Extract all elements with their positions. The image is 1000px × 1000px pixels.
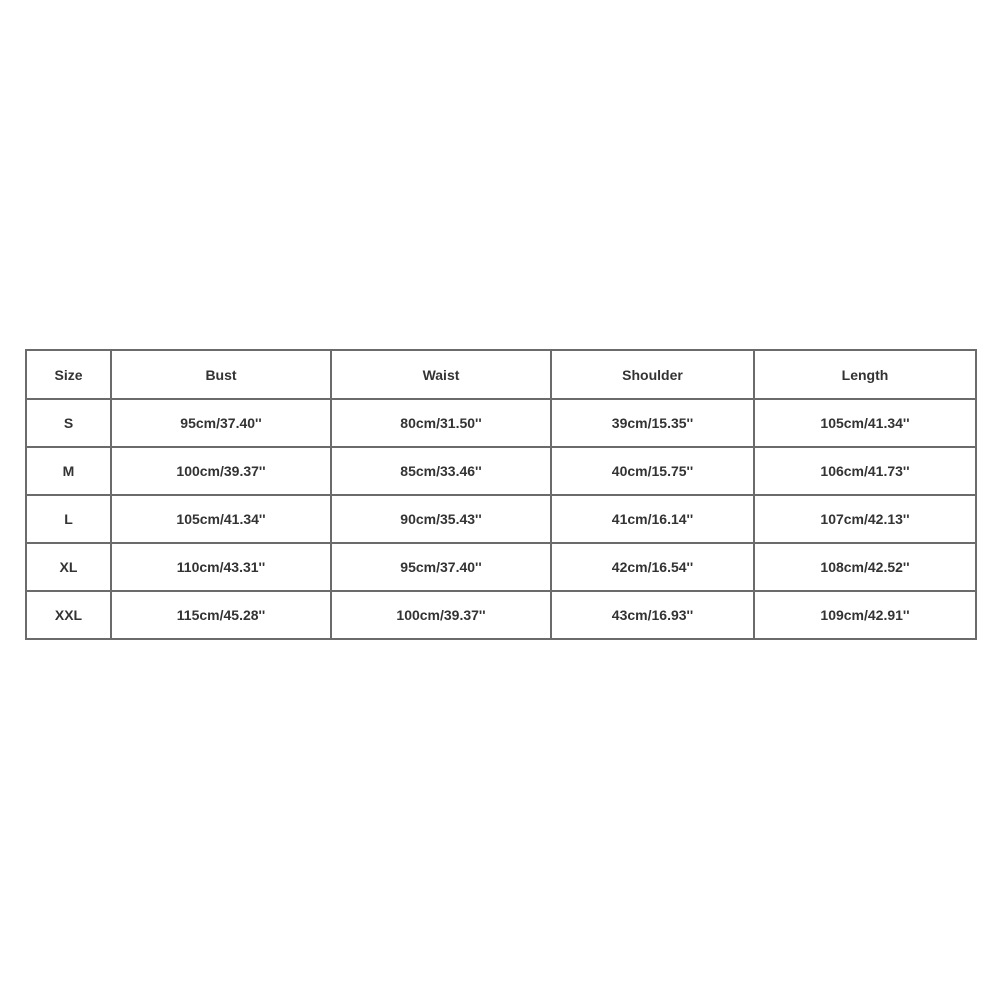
shoulder-cell: 39cm/15.35'' — [551, 399, 754, 447]
header-shoulder: Shoulder — [551, 350, 754, 399]
shoulder-cell: 43cm/16.93'' — [551, 591, 754, 639]
waist-cell: 100cm/39.37'' — [331, 591, 551, 639]
length-cell: 109cm/42.91'' — [754, 591, 976, 639]
header-waist: Waist — [331, 350, 551, 399]
table-header-row — [26, 350, 976, 399]
header-bust: Bust — [111, 350, 331, 399]
bust-cell: 110cm/43.31'' — [111, 543, 331, 591]
table-row — [26, 399, 976, 447]
size-cell: XL — [26, 543, 111, 591]
bust-cell: 100cm/39.37'' — [111, 447, 331, 495]
waist-cell: 85cm/33.46'' — [331, 447, 551, 495]
size-chart-table — [25, 349, 977, 640]
size-cell: XXL — [26, 591, 111, 639]
length-cell: 107cm/42.13'' — [754, 495, 976, 543]
length-cell: 108cm/42.52'' — [754, 543, 976, 591]
bust-cell: 95cm/37.40'' — [111, 399, 331, 447]
waist-cell: 95cm/37.40'' — [331, 543, 551, 591]
shoulder-cell: 40cm/15.75'' — [551, 447, 754, 495]
header-size: Size — [26, 350, 111, 399]
length-cell: 106cm/41.73'' — [754, 447, 976, 495]
size-cell: S — [26, 399, 111, 447]
shoulder-cell: 42cm/16.54'' — [551, 543, 754, 591]
length-cell: 105cm/41.34'' — [754, 399, 976, 447]
waist-cell: 80cm/31.50'' — [331, 399, 551, 447]
table-row — [26, 495, 976, 543]
shoulder-cell: 41cm/16.14'' — [551, 495, 754, 543]
table-row — [26, 447, 976, 495]
header-length: Length — [754, 350, 976, 399]
bust-cell: 115cm/45.28'' — [111, 591, 331, 639]
size-cell: L — [26, 495, 111, 543]
waist-cell: 90cm/35.43'' — [331, 495, 551, 543]
table-row — [26, 543, 976, 591]
table-row — [26, 591, 976, 639]
size-cell: M — [26, 447, 111, 495]
bust-cell: 105cm/41.34'' — [111, 495, 331, 543]
